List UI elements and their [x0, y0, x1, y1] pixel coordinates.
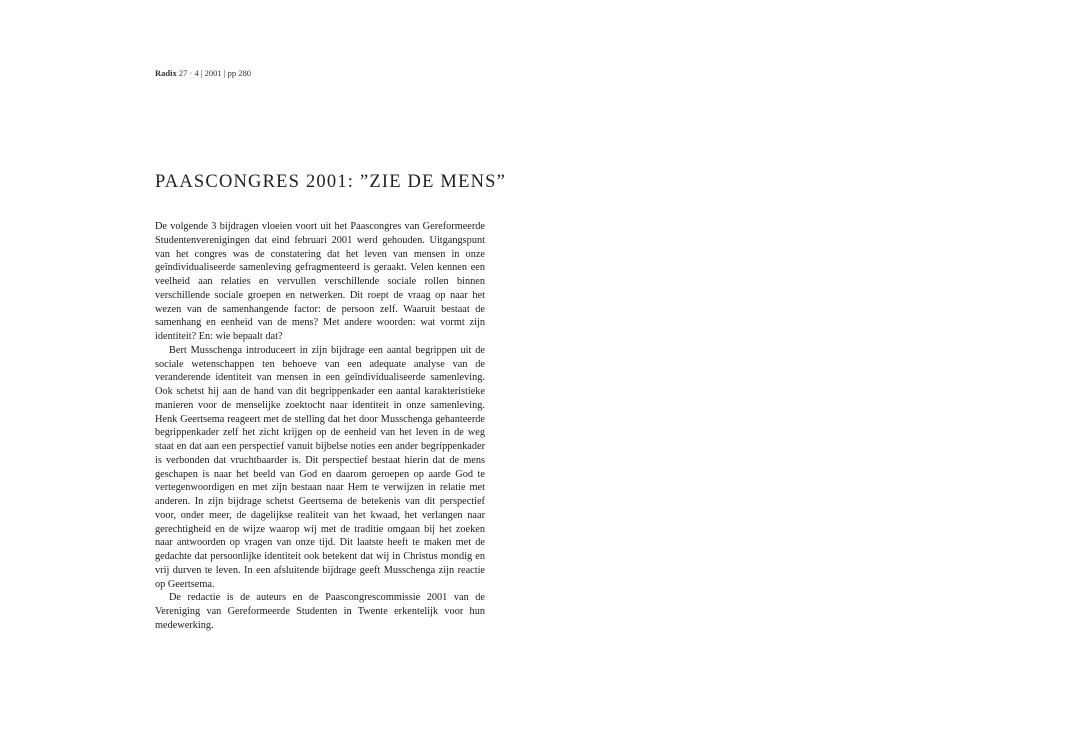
running-head	[155, 68, 251, 78]
year: 2001	[204, 68, 222, 78]
page-range: pp 280	[227, 68, 251, 78]
article-title: PAASCONGRES 2001: ”ZIE DE MENS”	[155, 172, 507, 192]
volume-issue: 27 · 4	[178, 68, 199, 78]
separator: |	[223, 68, 226, 78]
paragraph-intro: De volgende 3 bijdragen vloeien voort uit het Paascongres van Gereformeerde Studentenverenigingen dat eind februari 2001 werd gehouden. Uitgangspunt van het congres was de constatering dat het leven van mensen in onze geïndividualiseerde samenleving gefragmenteerd is geraakt. Velen kennen een veelheid aan relaties en vervullen verschillende sociale rollen binnen verschillende sociale groepen en netwerken. Dit roept de vraag op naar het wezen van de samenhangende factor: de persoon zelf. Waaruit bestaat de samenhang en eenheid van de mens? Met andere woorden: wat vormt zijn identiteit? En: wie bepaalt dat?	[155, 221, 485, 342]
article-body	[155, 220, 485, 633]
paragraph-acknowledgement: De redactie is de auteurs en de Paascongrescommissie 2001 van de Vereniging van Gereformeerde Studenten in Twente erkentelijk voor hun medewerking.	[155, 592, 485, 631]
paragraph-summary: Bert Musschenga introduceert in zijn bijdrage een aantal begrippen uit de sociale wetenschappen ten behoeve van een adequate analyse van de veranderende identiteit van mensen in een geïndividualiseerde samenleving. Ook schetst hij aan de hand van dit begrippenkader een aantal karakteristieke manieren voor de menselijke zoektocht naar identiteit in onze samenleving. Henk Geertsema reageert met de stelling dat het door Musschenga gehanteerde begrippenkader zelf het zicht krijgen op de eenheid van het leven in de weg staat en dat aan een perspectief vanuit bijbelse noties een ander begrippenkader is verbonden dat vruchtbaarder is. Dit perspectief bestaat hierin dat de mens geschapen is naar het beeld van God en daarom geroepen op aarde God te vertegenwoordigen en met zijn bestaan naar Hem te verwijzen in relatie met anderen. In zijn bijdrage schetst Geertsema de betekenis van dit perspectief voor, onder meer, de dagelijkse realiteit van het kwaad, het verlangen naar gerechtigheid en de wijze waarop wij met de traditie omgaan bij het zoeken naar antwoorden op vragen van onze tijd. Dit laatste heeft te maken met de gedachte dat persoonlijke identiteit ook betekent dat wij in Christus mondig en vrij durven te leven. In een afsluitende bijdrage geeft Musschenga zijn reactie op Geertsema.	[155, 344, 485, 590]
journal-name: Radix	[155, 68, 177, 78]
separator: |	[200, 68, 203, 78]
